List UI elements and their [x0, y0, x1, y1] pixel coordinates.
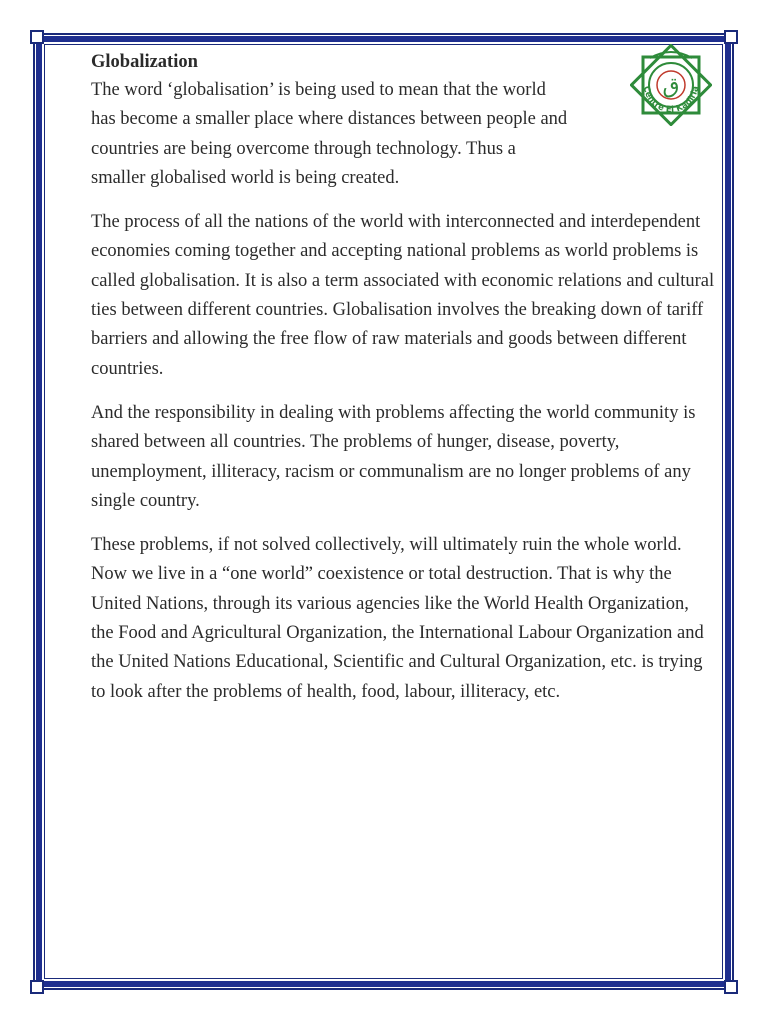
paragraph: These problems, if not solved collectively, will ultimately ruin the whole world. Now we live in a “one world” coexistence or total destruction. That is why the United Nations, through its various agencies like the World Health Organization, the Food and Agricultural Organization, the International Labour Organization and the United Nations Educational, Scientific and Cultural Organization, etc. is trying to look after the problems of health, food, labour, illiteracy, etc.: [91, 535, 704, 702]
intro-line: countries are being overcome through technology. Thus a: [91, 138, 516, 159]
intro-line: has become a smaller place where distances between people and: [91, 109, 568, 130]
border-corner-ornament: [30, 980, 44, 994]
document-body: [91, 48, 716, 722]
intro-line: The word ‘globalisation’ is being used to mean that the world: [91, 80, 546, 100]
paragraph: And the responsibility in dealing with problems affecting the world community is shared between all countries. The problems of hunger, disease, poverty, unemployment, illiteracy, racism or communalism are no longer problems of any single country.: [91, 402, 696, 511]
intro-paragraph: [91, 76, 626, 193]
paragraph: The process of all the nations of the world with interconnected and interdependent economies coming together and accepting national problems as world problems is called globalisation. It is also a term associated with economic relations and cultural ties between different countries. Globalisation involves the breaking down of tariff barriers and allowing the free flow of raw materials and goods between different countries.: [91, 212, 715, 379]
logo-ring-text: Centre El Kadiria: [640, 85, 702, 116]
border-corner-ornament: [30, 30, 44, 44]
border-corner-ornament: [724, 980, 738, 994]
intro-line: smaller globalised world is being created.: [91, 167, 400, 188]
logo-letter: ق: [662, 74, 680, 99]
document-title: Globalization: [91, 52, 198, 72]
border-corner-ornament: [724, 30, 738, 44]
